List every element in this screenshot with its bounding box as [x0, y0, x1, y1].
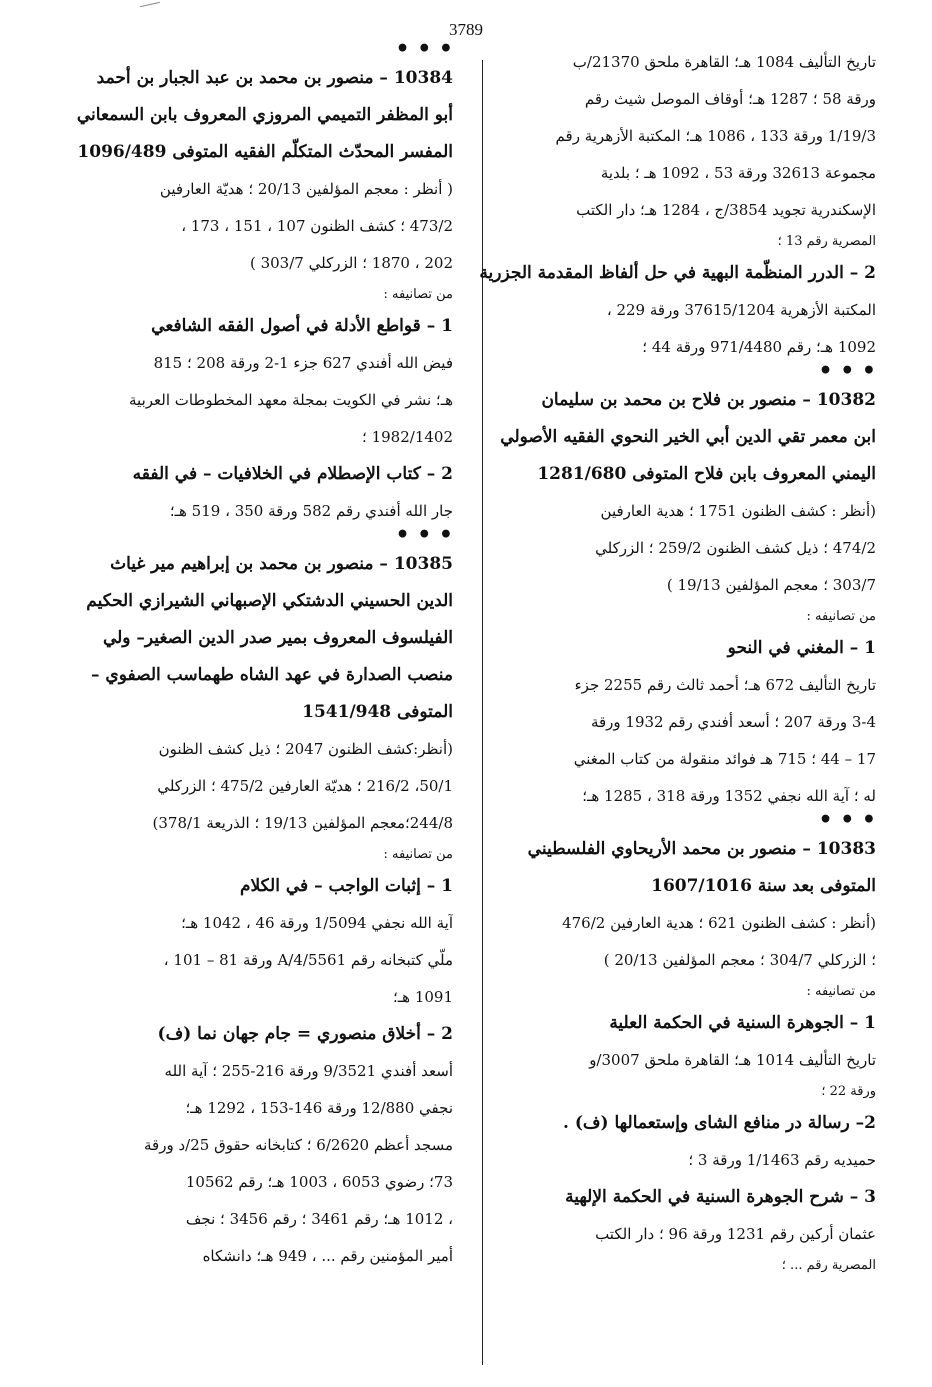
- text-line: تاريخ التأليف 672 هـ؛ أحمد ثالث رقم 2255 جزء: [574, 676, 876, 694]
- text-line: من تصانيفه :: [383, 847, 453, 862]
- text-line: 1982/1402 ؛: [362, 428, 453, 446]
- entry-heading: ابن معمر تقي الدين أبي الخير النحوي الفقيه الأصولي: [500, 427, 876, 447]
- page-number: 3789: [449, 20, 483, 39]
- right-column: [478, 44, 876, 1279]
- entry-heading: المفسر المحدّث المتكلّم الفقيه المتوفى 1096/489: [77, 142, 453, 162]
- text-line: 73؛ رضوي 6053 ، 1003 هـ؛ رقم 10562: [185, 1173, 453, 1191]
- entry-heading: 3 – شرح الجوهرة السنية في الحكمة الإلهية: [565, 1187, 876, 1207]
- entry-heading: 2 – أخلاق منصوري = جام جهان نما (ف): [157, 1024, 453, 1044]
- text-line: فيض الله أفندي 627 جزء 1-2 ورقة 208 ؛ 815: [153, 354, 453, 372]
- scan-mark: [140, 2, 160, 7]
- text-line: (أنظر:كشف الظنون 2047 ؛ ذيل كشف الظنون: [158, 740, 453, 758]
- text-line: 244/8؛معجم المؤلفين 19/13 ؛ الذريعة 378/1): [152, 814, 453, 832]
- entry-heading: 2– رسالة در منافع الشاى وإستعمالها (ف) .: [563, 1113, 876, 1133]
- text-line: 17 – 44 ؛ 715 هـ فوائد منقولة من كتاب المغني: [573, 750, 876, 768]
- text-line: من تصانيفه :: [383, 287, 453, 302]
- entry-heading: الفيلسوف المعروف بمير صدر الدين الصغير– ولي: [102, 628, 453, 648]
- text-line: الإسكندرية تجويد 3854/ج ، 1284 هـ؛ دار الكتب: [576, 201, 876, 219]
- text-line: 1/19/3 ورقة 133 ، 1086 هـ؛ المكتبة الأزهرية رقم: [555, 127, 876, 145]
- text-line: له ؛ آية الله نجفي 1352 ورقة 318 ، 1285 هـ؛: [582, 787, 876, 805]
- text-line: هـ؛ نشر في الكويت بمجلة معهد المخطوطات العربية: [129, 391, 453, 409]
- entry-heading: أبو المظفر التميمي المروزي المعروف بابن السمعاني: [76, 105, 453, 125]
- text-line: آية الله نجفي 1/5094 ورقة 46 ، 1042 هـ؛: [181, 914, 453, 932]
- text-line: أمير المؤمنين رقم ... ، 949 هـ؛ دانشكاه: [202, 1247, 453, 1265]
- text-line: 3-4 ورقة 207 ؛ أسعد أفندي رقم 1932 ورقة: [590, 713, 876, 731]
- text-line: تاريخ التأليف 1014 هـ؛ القاهرة ملحق 3007/و: [589, 1051, 876, 1069]
- entry-separator: • • •: [395, 36, 453, 62]
- text-line: من تصانيفه :: [806, 984, 876, 999]
- text-line: أسعد أفندي 9/3521 ورقة 216-255 ؛ آية الله: [164, 1062, 453, 1080]
- text-line: ، 1012 هـ؛ رقم 3461 ؛ رقم 3456 ؛ نجف: [185, 1210, 453, 1228]
- text-line: نجفي 12/880 ورقة 146-153 ، 1292 هـ؛: [185, 1099, 453, 1117]
- text-line: (أنظر : كشف الظنون 621 ؛ هدية العارفين 476/2: [562, 914, 876, 932]
- text-line: مجموعة 32613 ورقة 53 ، 1092 هـ ؛ بلدية: [600, 164, 876, 182]
- text-line: عثمان أركين رقم 1231 ورقة 96 ؛ دار الكتب: [595, 1225, 876, 1243]
- text-line: 1092 هـ؛ رقم 971/4480 ورقة 44 ؛: [642, 338, 876, 356]
- text-line: المصرية رقم 13 ؛: [777, 234, 876, 249]
- text-line: مسجد أعظم 6/2620 ؛ كتابخانه حقوق 25/د ورقة: [144, 1136, 453, 1154]
- entry-heading: 10385 – منصور بن محمد بن إبراهيم مير غياث: [110, 554, 453, 574]
- entry-heading: 1 – المغني في النحو: [727, 638, 876, 658]
- entry-heading: الدين الحسيني الدشتكي الإصبهاني الشيرازي الحكيم: [86, 591, 453, 611]
- entry-heading: المتوفى 1541/948: [302, 702, 453, 722]
- left-column: [55, 36, 453, 1275]
- text-line: 50/1، 216/2 ؛ هديّة العارفين 475/2 ؛ الزركلي: [157, 777, 453, 795]
- entry-heading: المتوفى بعد سنة 1607/1016: [651, 876, 876, 896]
- text-line: حميديه رقم 1/1463 ورقة 3 ؛: [688, 1151, 876, 1169]
- entry-separator: • • •: [818, 807, 876, 833]
- text-line: 474/2 ؛ ذيل كشف الظنون 259/2 ؛ الزركلي: [595, 539, 876, 557]
- entry-heading: 1 – إثبات الواجب – في الكلام: [240, 876, 453, 896]
- text-line: 202 ، 1870 ؛ الزركلي 303/7 ): [249, 254, 453, 272]
- text-line: ملّي كتبخانه رقم 4/5561/A ورقة 81 – 101 ،: [163, 951, 453, 969]
- entry-heading: 10382 – منصور بن فلاح بن محمد بن سليمان: [541, 390, 876, 410]
- entry-heading: اليمني المعروف بابن فلاح المتوفى 1281/680: [537, 464, 876, 484]
- text-line: المكتبة الأزهرية 37615/1204 ورقة 229 ،: [606, 301, 876, 319]
- text-line: من تصانيفه :: [806, 609, 876, 624]
- entry-heading: 10383 – منصور بن محمد الأريحاوي الفلسطيني: [527, 839, 876, 859]
- entry-heading: 2 – الدرر المنظّمة البهية في حل ألفاظ المقدمة الجزرية: [479, 263, 876, 283]
- text-line: جار الله أفندي رقم 582 ورقة 350 ، 519 هـ؛: [169, 502, 453, 520]
- text-line: ورقة 58 ؛ 1287 هـ؛ أوقاف الموصل شيث رقم: [584, 90, 876, 108]
- text-line: 303/7 ؛ معجم المؤلفين 19/13 ): [666, 576, 876, 594]
- text-line: (أنظر : كشف الظنون 1751 ؛ هدية العارفين: [600, 502, 876, 520]
- entry-heading: 1 – قواطع الأدلة في أصول الفقه الشافعي: [151, 316, 453, 336]
- entry-separator: • • •: [818, 358, 876, 384]
- text-line: ورقة 22 ؛: [821, 1084, 876, 1099]
- text-line: 473/2 ؛ كشف الظنون 107 ، 151 ، 173 ،: [181, 217, 453, 235]
- entry-heading: 1 – الجوهرة السنية في الحكمة العلية: [609, 1013, 876, 1033]
- entry-separator: • • •: [395, 522, 453, 548]
- text-line: تاريخ التأليف 1084 هـ؛ القاهرة ملحق 21370/ب: [572, 53, 876, 71]
- text-line: ( أنظر : معجم المؤلفين 20/13 ؛ هديّة العارفين: [159, 180, 453, 198]
- text-line: المصرية رقم ... ؛: [781, 1258, 876, 1273]
- text-line: 1091 هـ؛: [392, 988, 453, 1006]
- entry-heading: 2 – كتاب الإصطلام في الخلافيات – في الفقه: [132, 464, 453, 484]
- entry-heading: 10384 – منصور بن محمد بن عبد الجبار بن أحمد: [96, 68, 453, 88]
- entry-heading: منصب الصدارة في عهد الشاه طهماسب الصفوي –: [90, 665, 453, 685]
- text-line: ؛ الزركلي 304/7 ؛ معجم المؤلفين 20/13 ): [603, 951, 876, 969]
